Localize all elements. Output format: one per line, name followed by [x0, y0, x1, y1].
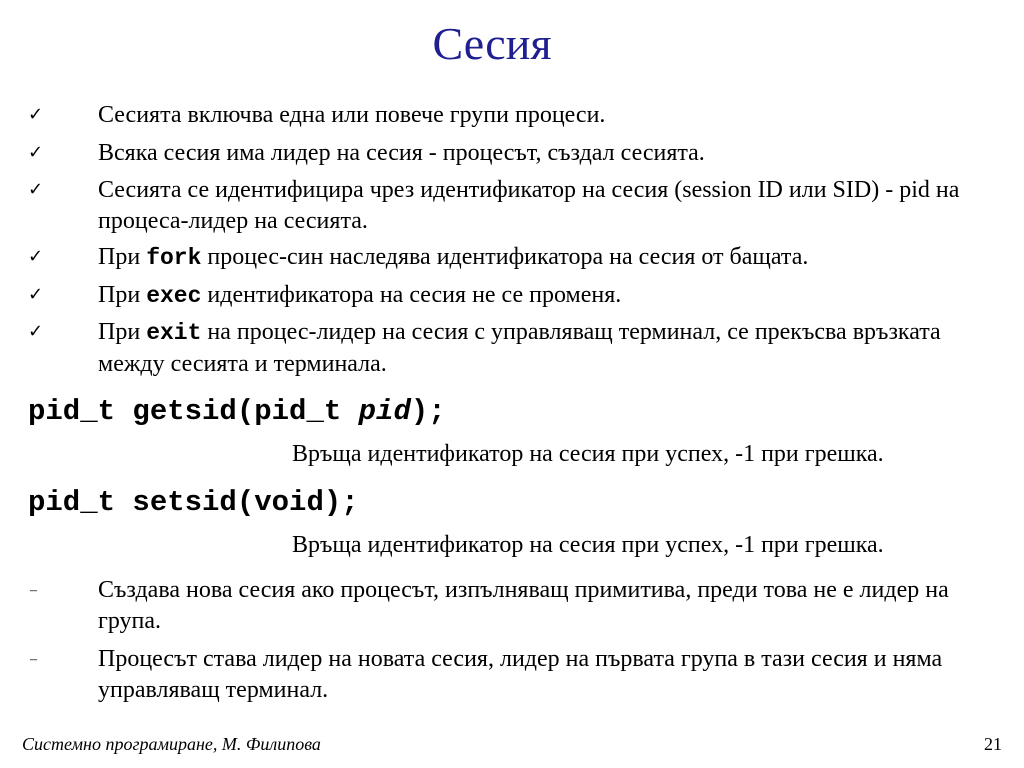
- checkmark-icon: ✓: [28, 246, 44, 267]
- page-number: 21: [984, 734, 1002, 754]
- dash-icon: –: [30, 652, 37, 667]
- bullet-text: Сесията се идентифицира чрез идентификатор на сесия (session ID или SID) - pid на процеса-лидер на сесията.: [98, 177, 960, 234]
- slide-title: Сесия: [432, 18, 552, 69]
- code-keyword-exit: exit: [146, 320, 202, 346]
- setsid-returns: Връща идентификатор на сесия при успех, -1 при грешка.: [292, 532, 884, 558]
- getsid-returns: Връща идентификатор на сесия при успех, -1 при грешка.: [292, 441, 884, 467]
- footer-author: Системно програмиране, М. Филипова: [22, 734, 321, 754]
- code-keyword-exec: exec: [146, 283, 202, 309]
- code-keyword-fork: fork: [146, 245, 202, 271]
- bullet-text: При exit на процес-лидер на сесия с управляващ терминал, се прекъсва връзката между сесията и терминала.: [98, 319, 941, 377]
- setsid-signature: pid_t setsid(void);: [28, 486, 359, 519]
- getsid-param: pid: [358, 395, 411, 428]
- bullet-text: Всяка сесия има лидер на сесия - процесът, създал сесията.: [98, 140, 705, 166]
- bullet-text: При exec идентификатора на сесия не се променя.: [98, 282, 622, 309]
- note-text: Създава нова сесия ако процесът, изпълняващ примитива, преди това не е лидер на група.: [98, 577, 949, 634]
- bullet-text: Сесията включва една или повече групи процеси.: [98, 102, 606, 128]
- dash-icon: –: [30, 583, 37, 598]
- checkmark-icon: ✓: [28, 104, 44, 125]
- checkmark-icon: ✓: [28, 179, 44, 200]
- checkmark-icon: ✓: [28, 142, 44, 163]
- checkmark-icon: ✓: [28, 284, 44, 305]
- getsid-signature: pid_t getsid(pid_t pid);: [28, 395, 446, 428]
- note-text: Процесът става лидер на новата сесия, лидер на първата група в тази сесия и няма управляващ терминал.: [98, 646, 943, 703]
- checkmark-icon: ✓: [28, 321, 44, 342]
- bullet-text: При fork процес-син наследява идентификатора на сесия от бащата.: [98, 244, 809, 271]
